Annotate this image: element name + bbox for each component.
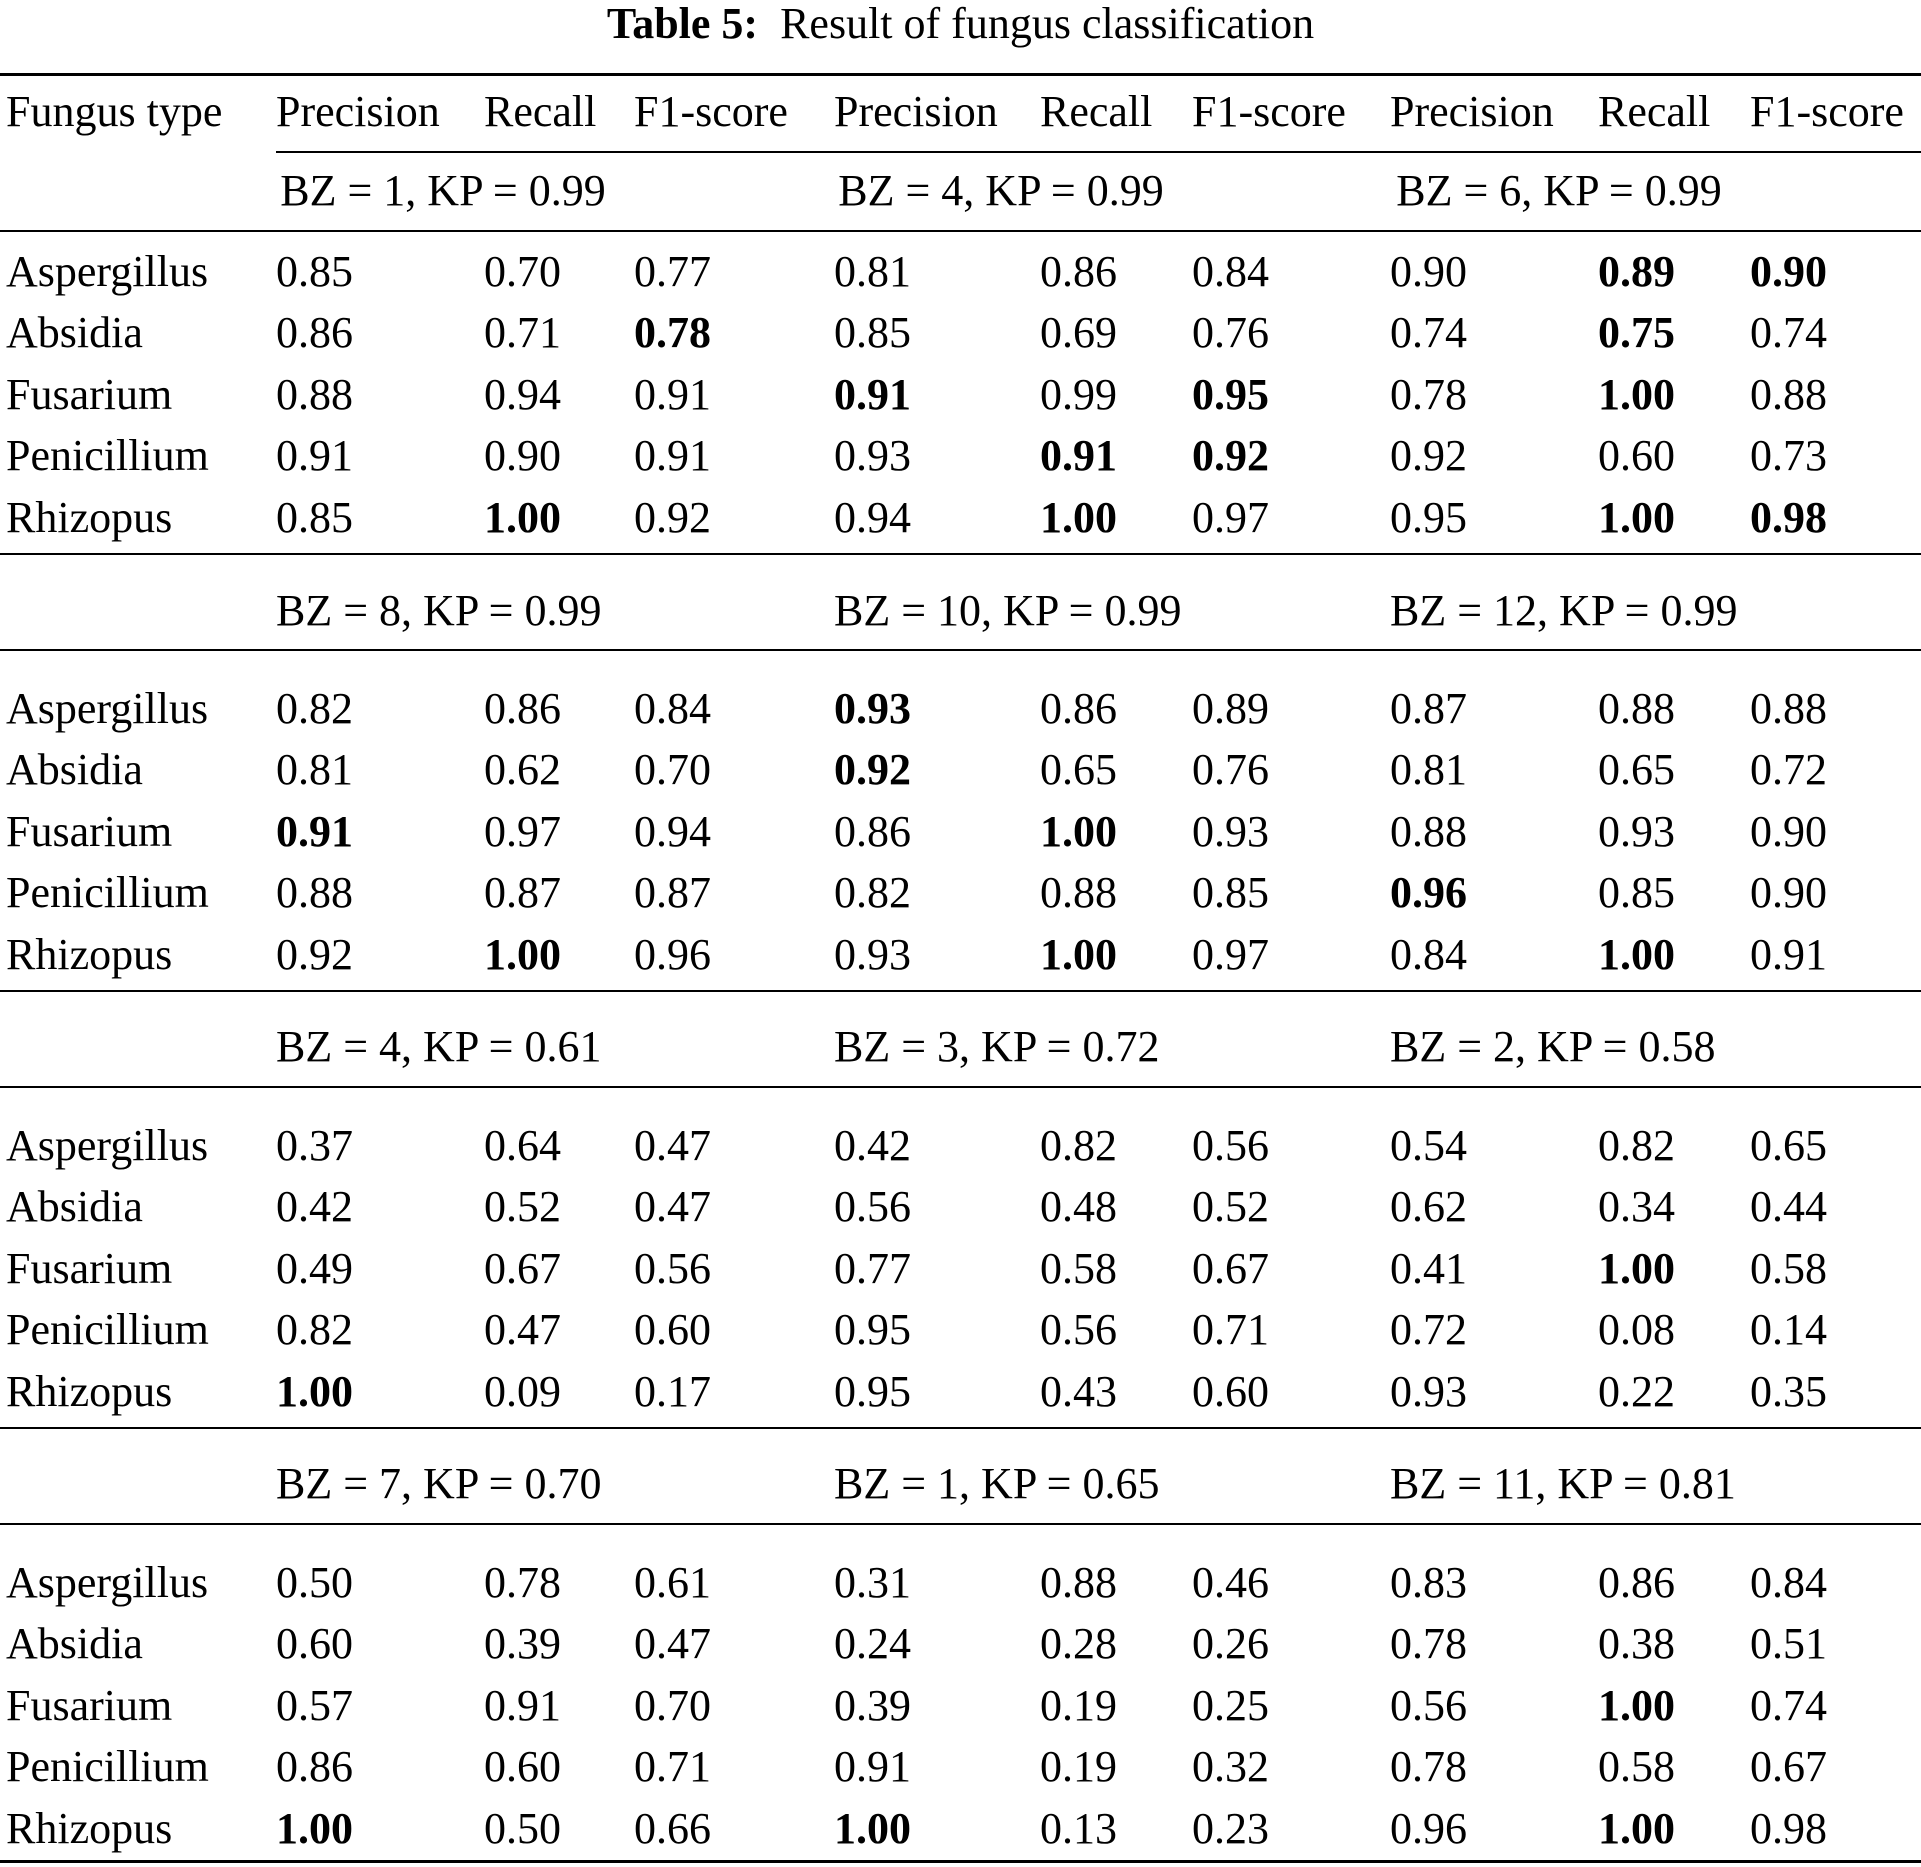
table-cell: 0.84 [1390,930,1467,979]
table-cell: 0.54 [1390,1121,1467,1170]
table-cell: 0.23 [1192,1804,1269,1853]
group-rule [0,230,1921,232]
row-label: Absidia [6,308,143,357]
table-cell: 0.62 [484,745,561,794]
table-cell: 0.81 [276,745,353,794]
table-cell: 0.66 [634,1804,711,1853]
table-cell: 0.22 [1598,1367,1675,1416]
row-label: Fusarium [6,807,173,856]
table-cell: 0.92 [1390,431,1467,480]
row-label: Aspergillus [6,1558,209,1607]
group-label: BZ = 4, KP = 0.99 [838,166,1164,215]
table-cell: 0.89 [1598,247,1675,296]
table-cell: 0.82 [834,868,911,917]
table-cell: 0.82 [1598,1121,1675,1170]
table-cell: 0.71 [634,1742,711,1791]
table-cell: 0.42 [834,1121,911,1170]
table-cell: 0.77 [834,1244,911,1293]
row-label: Absidia [6,1619,143,1668]
row-label: Fusarium [6,1681,173,1730]
table-cell: 0.72 [1390,1305,1467,1354]
table-cell: 0.56 [834,1182,911,1231]
table-cell: 0.96 [1390,868,1467,917]
table-cell: 0.09 [484,1367,561,1416]
column-header-fungus-type: Fungus type [6,87,223,136]
table-cell: 0.24 [834,1619,911,1668]
table-cell: 0.42 [276,1182,353,1231]
table-cell: 0.90 [1750,247,1827,296]
table-cell: 0.88 [1040,868,1117,917]
group-rule [0,1086,1921,1088]
row-label: Fusarium [6,370,173,419]
table-cell: 0.14 [1750,1305,1827,1354]
table-cell: 0.56 [634,1244,711,1293]
table-cell: 1.00 [276,1367,353,1416]
table-cell: 0.13 [1040,1804,1117,1853]
table-cell: 0.62 [1390,1182,1467,1231]
group-rule [0,649,1921,651]
table-cell: 0.65 [1040,745,1117,794]
table-cell: 0.87 [484,868,561,917]
table-cell: 1.00 [1598,1681,1675,1730]
table-cell: 0.88 [276,868,353,917]
table-cell: 0.89 [1192,684,1269,733]
table-cell: 0.58 [1750,1244,1827,1293]
table-cell: 0.92 [276,930,353,979]
table-cell: 0.86 [484,684,561,733]
table-cell: 0.93 [834,930,911,979]
table-cell: 1.00 [1598,370,1675,419]
table-cell: 0.85 [276,247,353,296]
row-label: Rhizopus [6,1367,173,1416]
table-cell: 0.31 [834,1558,911,1607]
table-cell: 0.86 [1040,684,1117,733]
table-bottom-rule [0,1860,1921,1863]
table-cell: 0.58 [1040,1244,1117,1293]
table-cell: 0.57 [276,1681,353,1730]
group-label: BZ = 12, KP = 0.99 [1390,586,1738,635]
group-label: BZ = 10, KP = 0.99 [834,586,1182,635]
table-cell: 0.90 [1750,807,1827,856]
table-cell: 0.86 [1040,247,1117,296]
table-cell: 0.94 [484,370,561,419]
table-cell: 0.96 [634,930,711,979]
table-cell: 0.91 [276,807,353,856]
table-cell: 0.91 [276,431,353,480]
block-separator-rule [0,1427,1921,1429]
table-cell: 0.19 [1040,1681,1117,1730]
table-cell: 0.95 [834,1305,911,1354]
table-cell: 0.26 [1192,1619,1269,1668]
table-cell: 0.64 [484,1121,561,1170]
row-label: Fusarium [6,1244,173,1293]
table-cell: 0.39 [834,1681,911,1730]
table-cell: 0.94 [834,493,911,542]
table-cell: 0.85 [276,493,353,542]
table-cell: 0.88 [1750,684,1827,733]
column-header-recall: Recall [1040,87,1153,136]
table-cell: 0.87 [634,868,711,917]
group-label: BZ = 1, KP = 0.65 [834,1459,1160,1508]
table-cell: 0.73 [1750,431,1827,480]
table-cell: 0.93 [834,431,911,480]
table-cell: 0.93 [1598,807,1675,856]
table-cell: 0.81 [1390,745,1467,794]
table-cell: 1.00 [834,1804,911,1853]
table-cell: 1.00 [1598,1244,1675,1293]
table-cell: 0.85 [1598,868,1675,917]
column-header-precision: Precision [1390,87,1554,136]
group-label: BZ = 8, KP = 0.99 [276,586,602,635]
table-cell: 0.70 [634,1681,711,1730]
column-header-precision: Precision [834,87,998,136]
table-cell: 0.38 [1598,1619,1675,1668]
table-cell: 0.95 [834,1367,911,1416]
table-cell: 0.50 [484,1804,561,1853]
table-cell: 0.39 [484,1619,561,1668]
group-label: BZ = 6, KP = 0.99 [1396,166,1722,215]
table-cell: 0.74 [1750,1681,1827,1730]
table-cell: 0.60 [1192,1367,1269,1416]
table-cell: 0.56 [1390,1681,1467,1730]
group-label: BZ = 1, KP = 0.99 [280,166,606,215]
table-cell: 1.00 [276,1804,353,1853]
table-cell: 0.93 [1390,1367,1467,1416]
table-cell: 1.00 [1040,807,1117,856]
table-cell: 0.92 [834,745,911,794]
table-cell: 0.95 [1192,370,1269,419]
row-label: Penicillium [6,868,209,917]
table-cell: 0.83 [1390,1558,1467,1607]
row-label: Penicillium [6,1305,209,1354]
table-cell: 0.60 [276,1619,353,1668]
table-cell: 0.78 [1390,1619,1467,1668]
table-cell: 0.82 [276,684,353,733]
row-label: Aspergillus [6,1121,209,1170]
column-header-recall: Recall [484,87,597,136]
table-cell: 0.72 [1750,745,1827,794]
table-cell: 0.91 [634,370,711,419]
table-cell: 0.60 [484,1742,561,1791]
table-cell: 0.67 [484,1244,561,1293]
row-label: Absidia [6,1182,143,1231]
column-header-f1-score: F1-score [1192,87,1346,136]
table-cell: 0.61 [634,1558,711,1607]
table-cell: 0.34 [1598,1182,1675,1231]
table-cell: 0.93 [834,684,911,733]
block-separator-rule [0,990,1921,992]
table-cell: 0.46 [1192,1558,1269,1607]
table-cell: 0.67 [1750,1742,1827,1791]
row-label: Rhizopus [6,1804,173,1853]
column-header-f1-score: F1-score [1750,87,1904,136]
table-cell: 0.91 [484,1681,561,1730]
table-top-rule [0,73,1921,76]
table-cell: 0.67 [1192,1244,1269,1293]
table-cell: 0.95 [1390,493,1467,542]
table-cell: 0.44 [1750,1182,1827,1231]
table-cell: 1.00 [484,930,561,979]
group-label: BZ = 3, KP = 0.72 [834,1022,1160,1071]
table-cell: 0.84 [634,684,711,733]
header-subrule [276,151,1921,153]
column-header-recall: Recall [1598,87,1711,136]
row-label: Penicillium [6,1742,209,1791]
table-cell: 0.96 [1390,1804,1467,1853]
table-cell: 0.91 [834,1742,911,1791]
table-cell: 0.76 [1192,308,1269,357]
table-cell: 0.78 [634,308,711,357]
table-cell: 0.88 [1040,1558,1117,1607]
row-label: Absidia [6,745,143,794]
table-cell: 0.35 [1750,1367,1827,1416]
table-cell: 0.94 [634,807,711,856]
table-cell: 0.71 [484,308,561,357]
group-label: BZ = 7, KP = 0.70 [276,1459,602,1508]
row-label: Rhizopus [6,930,173,979]
table-cell: 0.17 [634,1367,711,1416]
table-cell: 0.47 [634,1619,711,1668]
table-cell: 0.97 [484,807,561,856]
table-cell: 0.41 [1390,1244,1467,1293]
table-cell: 0.90 [1390,247,1467,296]
table-cell: 0.93 [1192,807,1269,856]
table-cell: 0.78 [484,1558,561,1607]
table-cell: 0.47 [484,1305,561,1354]
table-cell: 0.91 [1040,431,1117,480]
table-cell: 1.00 [1040,493,1117,542]
table-cell: 0.97 [1192,930,1269,979]
table-cell: 0.52 [1192,1182,1269,1231]
table-cell: 0.97 [1192,493,1269,542]
table-cell: 0.50 [276,1558,353,1607]
table-cell: 0.85 [1192,868,1269,917]
table-cell: 0.69 [1040,308,1117,357]
row-label: Rhizopus [6,493,173,542]
table-cell: 0.51 [1750,1619,1827,1668]
block-separator-rule [0,553,1921,555]
table-cell: 0.65 [1750,1121,1827,1170]
table-cell: 0.74 [1390,308,1467,357]
table-cell: 0.86 [276,308,353,357]
table-cell: 0.43 [1040,1367,1117,1416]
table-cell: 0.70 [484,247,561,296]
table-cell: 0.91 [834,370,911,419]
table-cell: 0.91 [1750,930,1827,979]
table-cell: 0.82 [1040,1121,1117,1170]
table-cell: 0.77 [634,247,711,296]
table-cell: 0.86 [834,807,911,856]
table-cell: 1.00 [1598,930,1675,979]
table-cell: 0.86 [276,1742,353,1791]
table-cell: 0.28 [1040,1619,1117,1668]
table-cell: 0.87 [1390,684,1467,733]
table-cell: 0.19 [1040,1742,1117,1791]
group-label: BZ = 11, KP = 0.81 [1390,1459,1736,1508]
table-cell: 0.90 [1750,868,1827,917]
table-cell: 0.74 [1750,308,1827,357]
group-rule [0,1523,1921,1525]
table-cell: 0.47 [634,1121,711,1170]
table-cell: 0.85 [834,308,911,357]
table-cell: 1.00 [1598,1804,1675,1853]
table-cell: 0.98 [1750,1804,1827,1853]
table-cell: 0.60 [634,1305,711,1354]
table-cell: 0.88 [1390,807,1467,856]
column-header-precision: Precision [276,87,440,136]
table-cell: 0.52 [484,1182,561,1231]
table-cell: 0.75 [1598,308,1675,357]
table-cell: 0.86 [1598,1558,1675,1607]
table-cell: 0.92 [634,493,711,542]
table-cell: 1.00 [1040,930,1117,979]
table-label: Table 5: [606,0,759,48]
row-label: Aspergillus [6,247,209,296]
table-cell: 0.65 [1598,745,1675,794]
table-cell: 0.49 [276,1244,353,1293]
table-cell: 0.78 [1390,1742,1467,1791]
table-cell: 0.88 [1598,684,1675,733]
table-title: Result of fungus classification [780,0,1315,48]
table-cell: 0.08 [1598,1305,1675,1354]
column-header-f1-score: F1-score [634,87,788,136]
table-cell: 0.88 [1750,370,1827,419]
table-cell: 0.60 [1598,431,1675,480]
table-cell: 0.25 [1192,1681,1269,1730]
table-cell: 0.32 [1192,1742,1269,1791]
row-label: Penicillium [6,431,209,480]
group-label: BZ = 2, KP = 0.58 [1390,1022,1716,1071]
table-cell: 0.81 [834,247,911,296]
table-cell: 0.84 [1192,247,1269,296]
table-cell: 0.58 [1598,1742,1675,1791]
table-cell: 0.76 [1192,745,1269,794]
table-cell: 0.48 [1040,1182,1117,1231]
table-cell: 1.00 [484,493,561,542]
table-cell: 0.82 [276,1305,353,1354]
row-label: Aspergillus [6,684,209,733]
table-cell: 0.92 [1192,431,1269,480]
table-cell: 0.71 [1192,1305,1269,1354]
table-cell: 0.56 [1192,1121,1269,1170]
group-label: BZ = 4, KP = 0.61 [276,1022,602,1071]
table-cell: 0.91 [634,431,711,480]
table-cell: 0.47 [634,1182,711,1231]
table-cell: 0.84 [1750,1558,1827,1607]
table-cell: 0.88 [276,370,353,419]
table-cell: 0.70 [634,745,711,794]
table-cell: 0.90 [484,431,561,480]
table-cell: 0.98 [1750,493,1827,542]
table-cell: 0.37 [276,1121,353,1170]
table-cell: 0.78 [1390,370,1467,419]
table-cell: 0.56 [1040,1305,1117,1354]
table-cell: 0.99 [1040,370,1117,419]
table-cell: 1.00 [1598,493,1675,542]
